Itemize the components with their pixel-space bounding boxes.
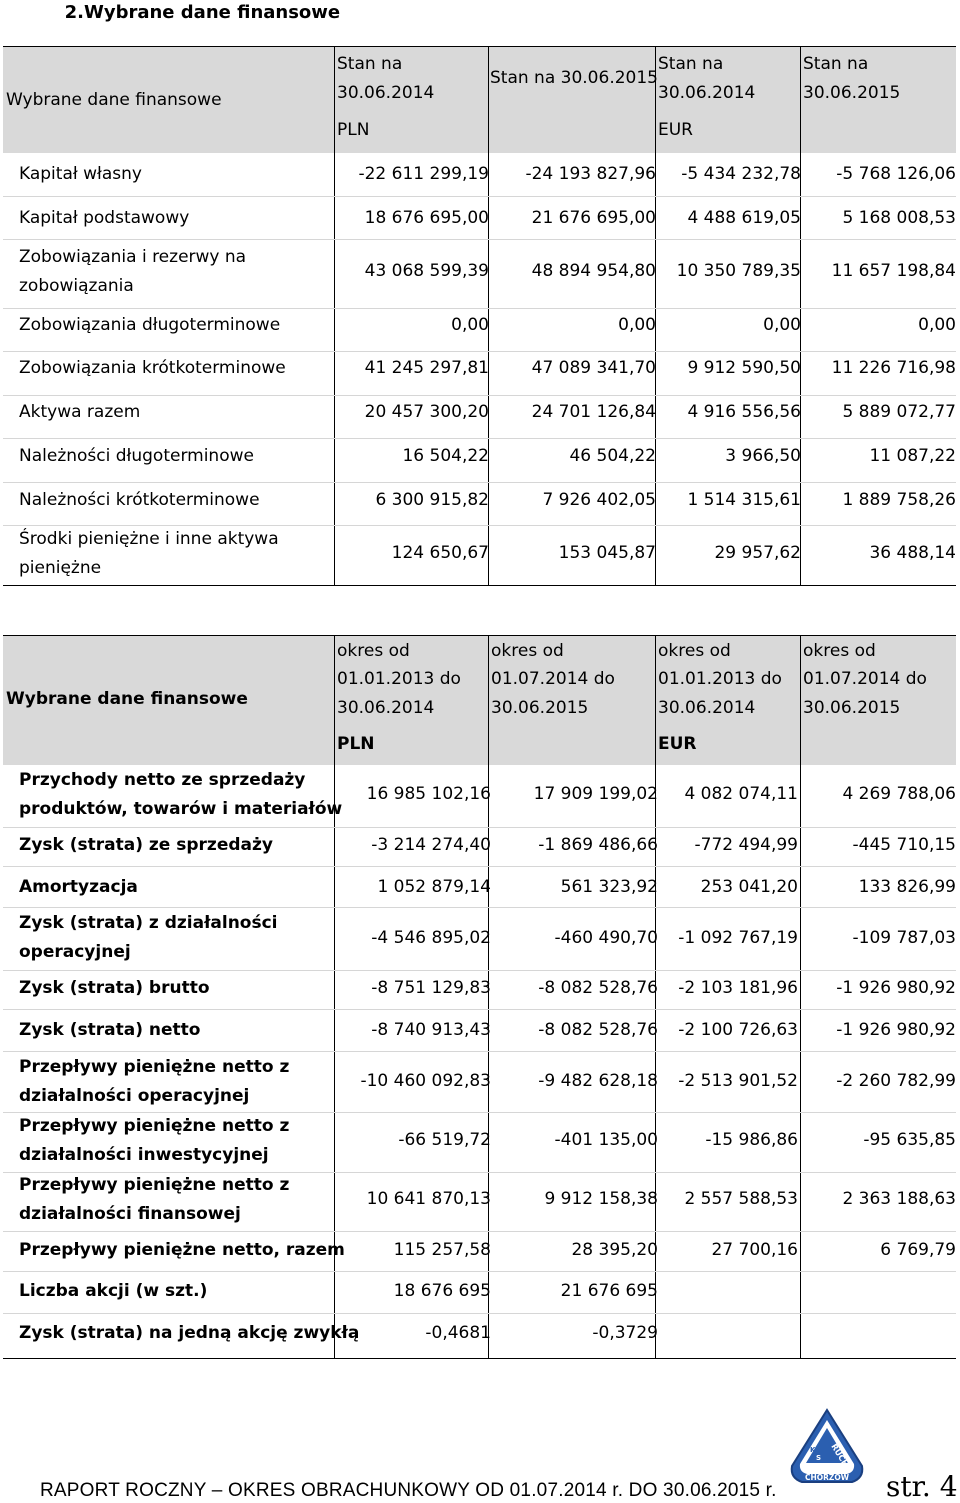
- row-label: Przychody netto ze sprzedaży: [19, 770, 306, 790]
- cell-value: 16 504,22: [402, 446, 489, 466]
- row-label: Należności krótkoterminowe: [19, 490, 260, 510]
- cell-value: 29 957,62: [714, 543, 801, 563]
- header-col3-line2: 01.01.2013 do: [658, 669, 782, 689]
- row-label: Liczba akcji (w szt.): [19, 1281, 208, 1301]
- cell-value: -8 751 129,83: [371, 978, 491, 998]
- header-col4-line2: 01.07.2014 do: [803, 669, 927, 689]
- cell-value: -1 869 486,66: [538, 835, 658, 855]
- header-col2-line2: 01.07.2014 do: [491, 669, 615, 689]
- footer-text: RAPORT ROCZNY – OKRES OBRACHUNKOWY OD 01.07.2014 r. DO 30.06.2015 r.: [40, 1480, 777, 1501]
- row-label: Zobowiązania krótkoterminowe: [19, 358, 286, 378]
- cell-value: 6 769,79: [880, 1240, 956, 1260]
- row-label: produktów, towarów i materiałów: [19, 799, 343, 819]
- cell-value: -22 611 299,19: [358, 164, 489, 184]
- cell-value: 5 889 072,77: [842, 402, 956, 422]
- header-col4-line3: 30.06.2015: [803, 698, 901, 718]
- cell-value: 18 676 695,00: [364, 208, 489, 228]
- row-label: Amortyzacja: [19, 877, 138, 897]
- row-label: działalności operacyjnej: [19, 1086, 250, 1106]
- cell-value: 16 985 102,16: [366, 784, 491, 804]
- cell-value: -1 926 980,92: [836, 978, 956, 998]
- cell-value: 561 323,92: [560, 877, 658, 897]
- header-col1-line1: Stan na: [337, 54, 403, 74]
- row-label: Zysk (strata) ze sprzedaży: [19, 835, 273, 855]
- row-label: Przepływy pieniężne netto z: [19, 1116, 290, 1136]
- cell-value: 4 916 556,56: [687, 402, 801, 422]
- currency-eur: EUR: [658, 734, 697, 754]
- cell-value: 11 226 716,98: [831, 358, 956, 378]
- cell-value: 4 488 619,05: [687, 208, 801, 228]
- row-label: działalności finansowej: [19, 1204, 241, 1224]
- header-col2: Stan na 30.06.2015: [490, 68, 658, 88]
- header-label: Wybrane dane finansowe: [6, 689, 248, 709]
- cell-value: 0,00: [618, 315, 656, 335]
- row-label: zobowiązania: [19, 276, 134, 296]
- cell-value: -2 260 782,99: [836, 1071, 956, 1091]
- cell-value: -66 519,72: [398, 1130, 491, 1150]
- cell-value: -0,4681: [425, 1323, 491, 1343]
- row-label: Środki pieniężne i inne aktywa: [19, 529, 279, 549]
- cell-value: 133 826,99: [858, 877, 956, 897]
- cell-value: -15 986,86: [705, 1130, 798, 1150]
- cell-value: -109 787,03: [852, 928, 956, 948]
- header-col1-line1: okres od: [337, 641, 410, 661]
- page-number: str. 4: [886, 1470, 958, 1503]
- row-label: Należności długoterminowe: [19, 446, 254, 466]
- cell-value: 36 488,14: [869, 543, 956, 563]
- cell-value: -2 100 726,63: [678, 1020, 798, 1040]
- header-col2-line1: okres od: [491, 641, 564, 661]
- cell-value: 5 168 008,53: [842, 208, 956, 228]
- section-heading: [52, 2, 340, 23]
- currency-eur: EUR: [658, 120, 693, 140]
- cell-value: 21 676 695: [560, 1281, 658, 1301]
- cell-value: 3 966,50: [725, 446, 801, 466]
- cell-value: -95 635,85: [863, 1130, 956, 1150]
- cell-value: 17 909 199,02: [533, 784, 658, 804]
- cell-value: -10 460 092,83: [360, 1071, 491, 1091]
- cell-value: 10 350 789,35: [676, 261, 801, 281]
- logo-word-ruch: RUCH: [829, 1442, 851, 1469]
- cell-value: 11 087,22: [869, 446, 956, 466]
- ruch-chorzow-logo: [788, 1408, 866, 1488]
- row-label: Zysk (strata) brutto: [19, 978, 210, 998]
- cell-value: -8 082 528,76: [538, 1020, 658, 1040]
- cell-value: 10 641 870,13: [366, 1189, 491, 1209]
- row-label: operacyjnej: [19, 942, 131, 962]
- row-label: Przepływy pieniężne netto, razem: [19, 1240, 345, 1260]
- cell-value: 46 504,22: [569, 446, 656, 466]
- cell-value: 6 300 915,82: [375, 490, 489, 510]
- cell-value: -0,3729: [592, 1323, 658, 1343]
- cell-value: -445 710,15: [852, 835, 956, 855]
- cell-value: 124 650,67: [391, 543, 489, 563]
- header-col3-line3: 30.06.2014: [658, 698, 756, 718]
- cell-value: 7 926 402,05: [542, 490, 656, 510]
- cell-value: -1 926 980,92: [836, 1020, 956, 1040]
- section-number: 2.: [64, 2, 84, 23]
- section-title: Wybrane dane finansowe: [84, 2, 341, 23]
- cell-value: 1 052 879,14: [377, 877, 491, 897]
- row-label: Kapitał własny: [19, 164, 142, 184]
- header-col3-line2: 30.06.2014: [658, 83, 756, 103]
- cell-value: 4 269 788,06: [842, 784, 956, 804]
- cell-value: 41 245 297,81: [364, 358, 489, 378]
- cell-value: -3 214 274,40: [371, 835, 491, 855]
- logo-letter-s: S: [816, 1454, 822, 1462]
- cell-value: -1 092 767,19: [678, 928, 798, 948]
- cell-value: 153 045,87: [558, 543, 656, 563]
- cell-value: 2 557 588,53: [684, 1189, 798, 1209]
- currency-pln: PLN: [337, 734, 375, 754]
- cell-value: 9 912 590,50: [687, 358, 801, 378]
- header-col4-line1: okres od: [803, 641, 876, 661]
- row-label: Kapitał podstawowy: [19, 208, 190, 228]
- cell-value: 28 395,20: [571, 1240, 658, 1260]
- logo-letter-k: K: [810, 1446, 816, 1454]
- header-col2-line3: 30.06.2015: [491, 698, 589, 718]
- currency-pln: PLN: [337, 120, 370, 140]
- cell-value: -8 740 913,43: [371, 1020, 491, 1040]
- cell-value: 24 701 126,84: [531, 402, 656, 422]
- header-col1-line2: 30.06.2014: [337, 83, 435, 103]
- cell-value: -24 193 827,96: [525, 164, 656, 184]
- cell-value: -2 513 901,52: [678, 1071, 798, 1091]
- row-label: Zysk (strata) z działalności: [19, 913, 278, 933]
- cell-value: -9 482 628,18: [538, 1071, 658, 1091]
- cell-value: -772 494,99: [694, 835, 798, 855]
- results-table: [3, 635, 956, 1359]
- cell-value: 4 082 074,11: [684, 784, 798, 804]
- cell-value: -401 135,00: [554, 1130, 658, 1150]
- header-col1-line3: 30.06.2014: [337, 698, 435, 718]
- logo-word-chorzow: CHORZÓW: [805, 1473, 850, 1482]
- cell-value: 20 457 300,20: [364, 402, 489, 422]
- cell-value: 1 514 315,61: [687, 490, 801, 510]
- cell-value: 27 700,16: [711, 1240, 798, 1260]
- cell-value: -5 768 126,06: [836, 164, 956, 184]
- row-label: pieniężne: [19, 558, 102, 578]
- cell-value: 43 068 599,39: [364, 261, 489, 281]
- row-label: Zobowiązania i rezerwy na: [19, 247, 247, 267]
- header-col3-line1: Stan na: [658, 54, 724, 74]
- cell-value: 47 089 341,70: [531, 358, 656, 378]
- row-label: Przepływy pieniężne netto z: [19, 1057, 290, 1077]
- row-label: Zysk (strata) na jedną akcję zwykłą: [19, 1323, 360, 1343]
- row-label: Aktywa razem: [19, 402, 141, 422]
- cell-value: 21 676 695,00: [531, 208, 656, 228]
- header-col4-line1: Stan na: [803, 54, 869, 74]
- row-label: Przepływy pieniężne netto z: [19, 1175, 290, 1195]
- cell-value: 2 363 188,63: [842, 1189, 956, 1209]
- cell-value: -2 103 181,96: [678, 978, 798, 998]
- cell-value: 0,00: [918, 315, 956, 335]
- cell-value: 253 041,20: [700, 877, 798, 897]
- cell-value: 1 889 758,26: [842, 490, 956, 510]
- row-label: Zobowiązania długoterminowe: [19, 315, 281, 335]
- balance-table: [3, 46, 956, 586]
- cell-value: -460 490,70: [554, 928, 658, 948]
- cell-value: -5 434 232,78: [681, 164, 801, 184]
- row-label: działalności inwestycyjnej: [19, 1145, 269, 1165]
- cell-value: 9 912 158,38: [544, 1189, 658, 1209]
- row-label: Zysk (strata) netto: [19, 1020, 201, 1040]
- header-col1-line2: 01.01.2013 do: [337, 669, 461, 689]
- cell-value: 18 676 695: [393, 1281, 491, 1301]
- cell-value: 0,00: [451, 315, 489, 335]
- header-col4-line2: 30.06.2015: [803, 83, 901, 103]
- header-col3-line1: okres od: [658, 641, 731, 661]
- header-label: Wybrane dane finansowe: [6, 90, 222, 110]
- cell-value: -8 082 528,76: [538, 978, 658, 998]
- cell-value: 115 257,58: [393, 1240, 491, 1260]
- cell-value: 0,00: [763, 315, 801, 335]
- cell-value: -4 546 895,02: [371, 928, 491, 948]
- cell-value: 11 657 198,84: [831, 261, 956, 281]
- cell-value: 48 894 954,80: [531, 261, 656, 281]
